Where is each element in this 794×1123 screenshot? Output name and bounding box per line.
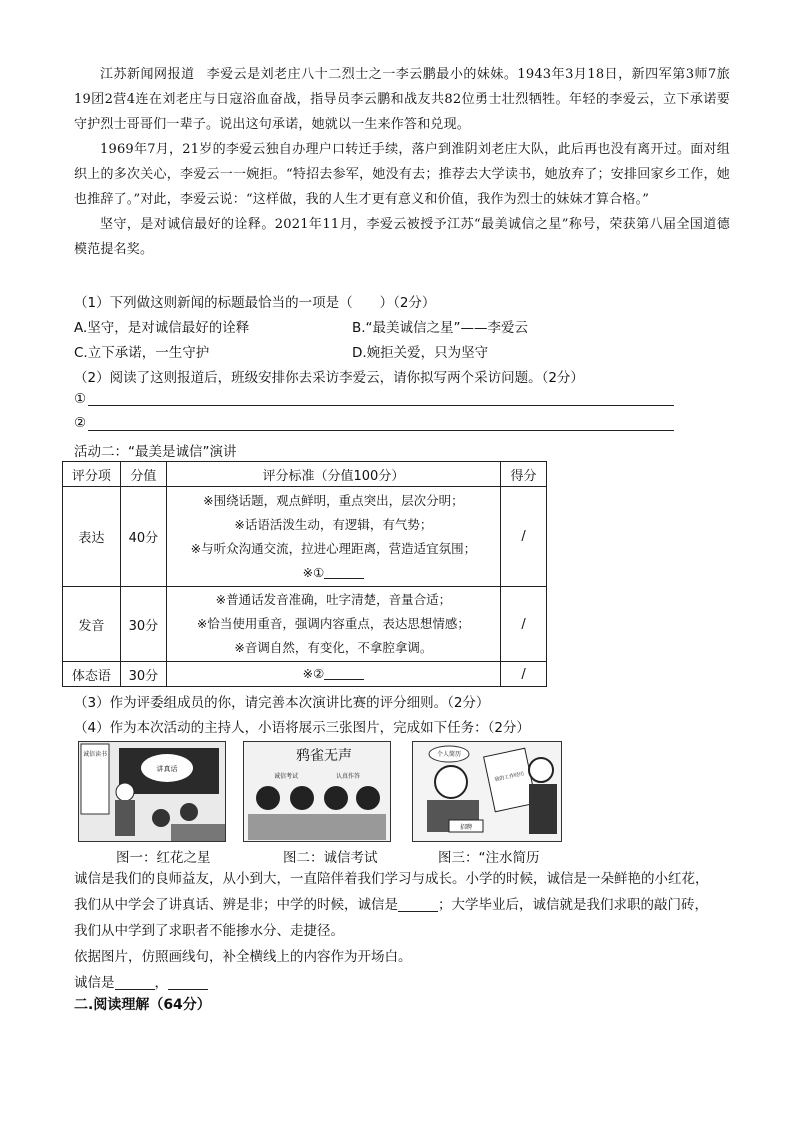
row-got: / xyxy=(501,487,547,587)
question-1-option-a: A.坚守，是对诚信最好的诠释 xyxy=(74,320,250,336)
header-score: 分值 xyxy=(120,462,166,487)
row-criteria xyxy=(166,487,500,587)
header-item: 评分项 xyxy=(63,462,121,487)
criterion: ※音调自然，有变化，不拿腔拿调。 xyxy=(234,640,433,655)
paragraph-line: 我们从中学到了求职者不能掺水分、走捷径。 xyxy=(74,923,344,939)
row-score: 30分 xyxy=(120,662,166,687)
question-3-stem: （3）作为评委组成员的你，请完善本次演讲比赛的评分细则。（2分） xyxy=(74,695,490,711)
picture-2-caption: 图二：诚信考试 xyxy=(283,850,378,866)
criterion-blank-1: ※① xyxy=(167,561,500,585)
row-criteria xyxy=(166,587,500,662)
picture-3-caption: 图三：“注水简历 xyxy=(438,850,540,866)
svg-text:招聘: 招聘 xyxy=(459,824,473,831)
row-got: / xyxy=(501,662,547,687)
picture-1-caption: 图一：红花之星 xyxy=(116,850,211,866)
criterion: ※恰当使用重音，强调内容重点，表达思想情感； xyxy=(196,616,470,631)
answer-marker-2: ② xyxy=(74,415,87,431)
paragraph-line: 诚信是 ， xyxy=(74,970,734,996)
svg-text:诚信读书: 诚信读书 xyxy=(82,751,108,758)
news-source: 江苏新闻网报道 xyxy=(100,67,195,82)
picture-2 xyxy=(243,741,391,842)
svg-text:鸦雀无声: 鸦雀无声 xyxy=(296,748,352,764)
news-article xyxy=(74,62,730,262)
fill-blank-1[interactable] xyxy=(324,565,364,579)
picture-3 xyxy=(412,741,562,842)
svg-text:我的工作经历: 我的工作经历 xyxy=(494,771,525,784)
answer-line-2[interactable] xyxy=(88,430,674,431)
row-got: / xyxy=(501,587,547,662)
header-got: 得分 xyxy=(501,462,547,487)
criterion: ※与听众沟通交流，拉进心理距离，营造适宜氛围； xyxy=(190,540,477,556)
answer-marker-1: ① xyxy=(74,391,87,407)
paragraph-line: 依据图片，仿照画线句，补全横线上的内容作为开场白。 xyxy=(74,949,412,965)
section-title: 二.阅读理解（64分） xyxy=(74,997,211,1013)
news-paragraph-3: 坚守，是对诚信最好的诠释。2021年11月，李爱云被授予江苏“最美诚信之星”称号，荣获第八届全国道德模范提名奖。 xyxy=(74,217,730,257)
criterion: ※普通话发音准确，吐字清楚，音量合适； xyxy=(215,592,452,607)
criterion: ※围绕话题，观点鲜明，重点突出，层次分明； xyxy=(203,492,464,508)
fill-blank-4[interactable] xyxy=(115,975,155,990)
question-2-stem: （2）阅读了这则报道后，班级安排你去采访李爱云，请你拟写两个采访问题。（2分） xyxy=(74,370,584,386)
table-row xyxy=(63,662,547,687)
svg-text:讲真话: 讲真话 xyxy=(156,765,178,773)
fill-blank-2[interactable] xyxy=(324,666,364,680)
question-4-stem: （4）作为本次活动的主持人，小语将展示三张图片，完成如下任务：（2分） xyxy=(74,720,530,736)
svg-text:认真作答: 认真作答 xyxy=(335,773,361,780)
criterion: ※话语活泼生动，有逻辑，有气势； xyxy=(234,516,433,532)
activity-2-title: 活动二：“最美是诚信”演讲 xyxy=(74,444,237,460)
picture-1 xyxy=(78,741,226,842)
row-item: 体态语 xyxy=(63,662,121,687)
opening-paragraph xyxy=(74,866,734,996)
svg-text:诚信考试: 诚信考试 xyxy=(273,773,299,780)
paragraph-line: 诚信是我们的良师益友，从小到大，一直陪伴着我们学习与成长。小学的时候，诚信是一朵鲜艳的小红花， xyxy=(74,871,709,887)
fill-blank-3[interactable] xyxy=(398,897,438,912)
table-header-row xyxy=(63,462,547,487)
fill-blank-5[interactable] xyxy=(168,975,208,990)
news-paragraph-1: 江苏新闻网报道 李爱云是刘老庄八十二烈士之一李云鹏最小的妹妹。1943年3月18日，新四军第3师7旅19团2营4连在刘老庄与日寇浴血奋战，指导员李云鹏和战友共82位勇士壮烈牺牲。年轻的李爱云，立下承诺要守护烈士哥哥们一辈子。说出这句承诺，她就以一生来作答和兑现。 xyxy=(74,67,730,132)
question-1-option-c: C.立下承诺，一生守护 xyxy=(74,345,210,361)
question-1-option-b: B.“最美诚信之星”——李爱云 xyxy=(352,320,529,336)
news-paragraph-2: 1969年7月，21岁的李爱云独自办理户口转迁手续，落户到淮阴刘老庄大队，此后再也没有离开过。面对组织上的多次关心，李爱云一一婉拒。“特招去参军，她没有去；推荐去大学读书，她放弃了；安排回家乡工作，她也推辞了。”对此，李爱云说：“这样做，我的人生才更有意义和价值，我作为烈士的妹妹才算合格。” xyxy=(74,142,730,207)
answer-line-1[interactable] xyxy=(88,405,674,406)
paragraph-line: 我们从中学会了讲真话、辨是非；中学的时候，诚信是 ；大学毕业后，诚信就是我们求职的敲门砖， xyxy=(74,897,708,913)
exam-cartoon-icon xyxy=(244,742,390,841)
row-score: 30分 xyxy=(120,587,166,662)
row-score: 40分 xyxy=(120,487,166,587)
question-1-stem: （1）下列做这则新闻的标题最恰当的一项是（ ）（2分） xyxy=(74,295,436,311)
classroom-cartoon-icon xyxy=(79,742,225,841)
question-1-option-d: D.婉拒关爱，只为坚守 xyxy=(352,345,489,361)
svg-text:个人简历: 个人简历 xyxy=(436,751,462,758)
table-row xyxy=(63,487,547,587)
scoring-table xyxy=(62,461,547,687)
table-row xyxy=(63,587,547,662)
header-criteria: 评分标准（分值100分） xyxy=(166,462,500,487)
criterion-blank-2: ※② xyxy=(166,662,500,687)
row-item: 表达 xyxy=(63,487,121,587)
row-item: 发音 xyxy=(63,587,121,662)
resume-cartoon-icon xyxy=(413,742,561,841)
